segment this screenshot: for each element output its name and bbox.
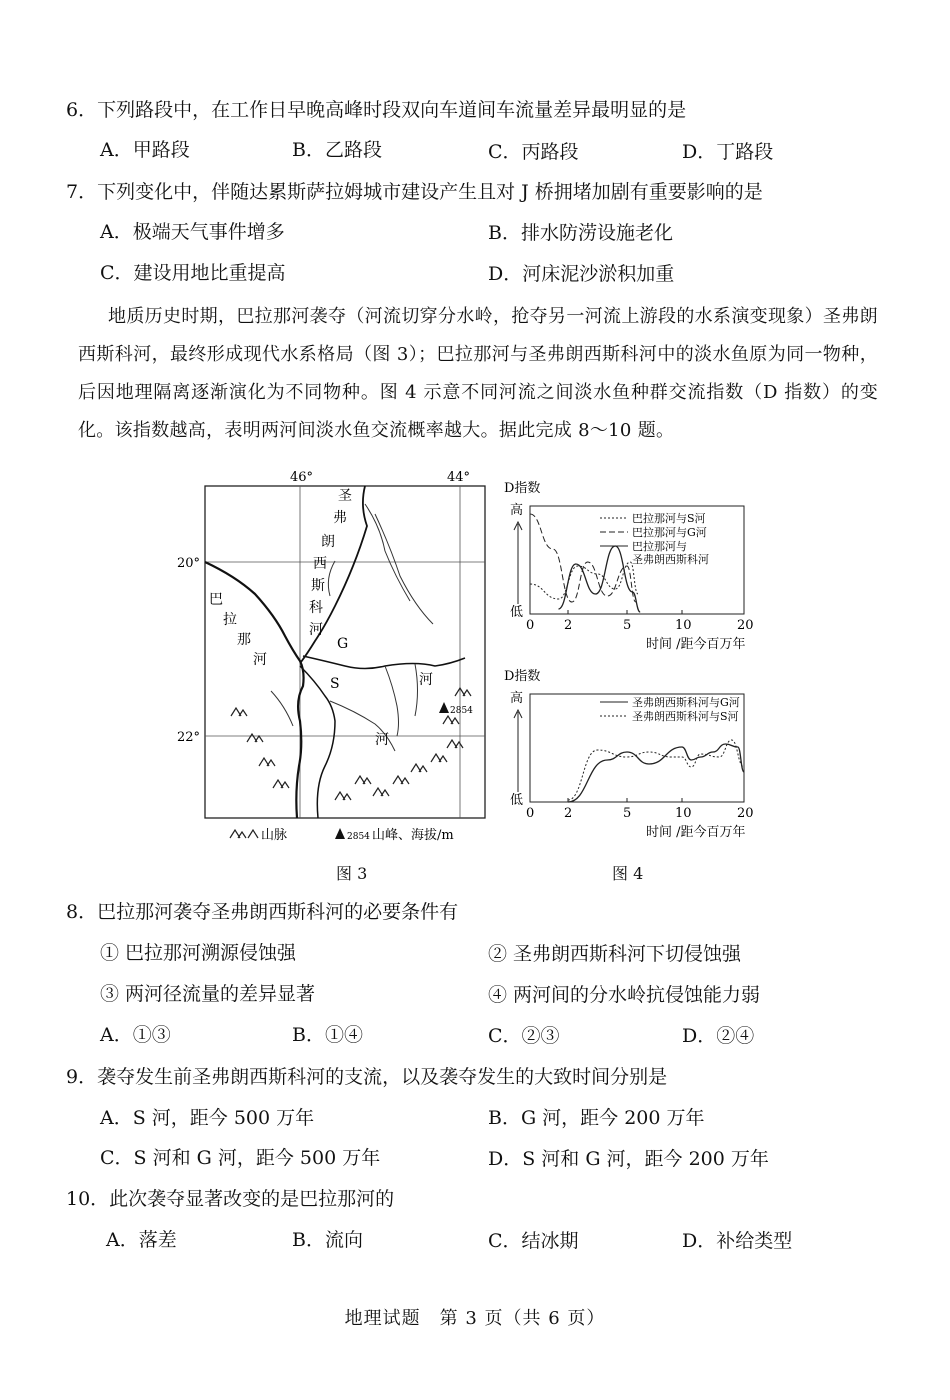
- svg-text:拉: 拉: [223, 612, 237, 628]
- parana-river-label: [209, 592, 267, 668]
- svg-text:那: 那: [237, 632, 251, 648]
- legend-peak-elevation: 2854: [347, 832, 370, 842]
- q8-option-a: A．①③: [100, 1024, 171, 1046]
- mountain-range-icons: [231, 688, 471, 800]
- q9-option-c: C．S 河和 G 河，距今 500 万年: [100, 1147, 381, 1169]
- legend-label: 圣弗朗西斯科河与S河: [632, 710, 739, 723]
- lon-label-46: 46°: [290, 470, 314, 485]
- x-tick-label: 5: [623, 618, 632, 633]
- figure-3-map: [175, 466, 495, 846]
- legend-label: 巴拉那河与: [632, 540, 687, 553]
- q8-item-1: ① 巴拉那河溯源侵蚀强: [100, 942, 297, 964]
- y-axis-high: 高: [510, 691, 524, 706]
- g-tributary-2: [415, 664, 418, 716]
- figure-4-caption: 图 4: [612, 864, 644, 883]
- q9-option-d: D．S 河和 G 河，距今 200 万年: [488, 1148, 769, 1170]
- x-tick-label: 20: [737, 618, 754, 633]
- legend-label: 圣弗朗西斯科河与G河: [632, 696, 740, 709]
- lat-label-22: 22°: [177, 730, 201, 745]
- g-river: [303, 656, 465, 669]
- q8-option-c: C．②③: [488, 1025, 560, 1047]
- q10-option-c: C．结冰期: [488, 1230, 579, 1252]
- series-line: [530, 514, 636, 602]
- legend-peak-label: 山峰、海拔/m: [372, 828, 454, 843]
- y-axis-high: 高: [510, 503, 524, 518]
- x-tick-label: 5: [623, 806, 632, 821]
- parana-tributary: [271, 691, 293, 726]
- q9-option-b: B．G 河，距今 200 万年: [488, 1107, 705, 1129]
- legend-peak-icon: [335, 828, 345, 839]
- q8-item-3: ③ 两河径流量的差异显著: [100, 983, 316, 1005]
- q8-stem: 8．巴拉那河袭夺圣弗朗西斯科河的必要条件有: [66, 901, 459, 923]
- x-tick-label: 0: [526, 618, 535, 633]
- y-axis-low: 低: [510, 605, 524, 620]
- g-river-label: G: [337, 636, 349, 652]
- x-axis-label: 时间 /距今百万年: [646, 637, 746, 652]
- legend-mountain-label: 山脉: [261, 828, 288, 843]
- sf-tributary-1: [365, 504, 410, 601]
- passage-text: 地质历史时期，巴拉那河袭夺（河流切穿分水岭，抢夺另一河流上游段的水系演变现象）圣弗朗西斯科河，最终形成现代水系格局（图 3）；巴拉那河与圣弗朗西斯科河中的淡水鱼原为同一物种，后因地理隔离逐渐演化为不同物种。图 4 示意不同河流之间淡水鱼种群交流指数（D 指数）的变化。该指数越高，表明两河间淡水鱼交流概率越大。据此完成 8～10 题。: [78, 306, 878, 441]
- legend-label: 巴拉那河与G河: [632, 526, 707, 539]
- svg-text:西: 西: [313, 556, 327, 572]
- lon-label-44: 44°: [447, 470, 471, 485]
- figure-3-caption: 图 3: [336, 864, 368, 883]
- peak-icon: [439, 702, 449, 713]
- x-tick-label: 0: [526, 806, 535, 821]
- q7-option-a: A．极端天气事件增多: [100, 221, 285, 243]
- svg-text:弗: 弗: [333, 510, 347, 526]
- legend-label: 巴拉那河与S河: [632, 512, 706, 525]
- y-axis-label: D指数: [504, 481, 541, 496]
- q8-item-2: ② 圣弗朗西斯科河下切侵蚀强: [488, 943, 742, 965]
- svg-text:圣: 圣: [338, 488, 352, 504]
- q10-option-d: D．补给类型: [682, 1230, 793, 1252]
- sf-tributary-2: [375, 514, 433, 624]
- svg-text:斯: 斯: [311, 578, 325, 594]
- q7-stem: 7．下列变化中，伴随达累斯萨拉姆城市建设产生且对 J 桥拥堵加剧有重要影响的是: [66, 181, 763, 203]
- q8-option-b: B．①④: [292, 1024, 363, 1046]
- svg-text:巴: 巴: [209, 592, 223, 608]
- x-tick-label: 10: [675, 618, 692, 633]
- x-tick-label: 2: [564, 806, 573, 821]
- s-river-label: S: [330, 676, 340, 692]
- figure-4-chart-bottom: [500, 664, 780, 844]
- figure-4-chart-top: [500, 476, 780, 656]
- lat-label-20: 20°: [177, 556, 201, 571]
- q7-option-c: C．建设用地比重提高: [100, 262, 286, 284]
- x-tick-label: 20: [737, 806, 754, 821]
- q9-option-a: A．S 河，距今 500 万年: [100, 1107, 315, 1129]
- y-axis-low: 低: [510, 793, 524, 808]
- svg-text:朗: 朗: [321, 534, 335, 550]
- series-line: [530, 562, 638, 599]
- q10-stem: 10．此次袭夺显著改变的是巴拉那河的: [66, 1188, 395, 1210]
- x-tick-label: 10: [675, 806, 692, 821]
- q8-item-4: ④ 两河间的分水岭抗侵蚀能力弱: [488, 984, 761, 1006]
- svg-text:河: 河: [253, 652, 267, 668]
- q6-option-a: A．甲路段: [100, 139, 190, 161]
- q6-stem: 6．下列路段中，在工作日早晚高峰时段双向车道间车流量差异最明显的是: [66, 99, 687, 121]
- q6-option-b: B．乙路段: [292, 139, 382, 161]
- q10-option-b: B．流向: [292, 1229, 363, 1251]
- peak-elevation: 2854: [450, 706, 473, 716]
- q7-option-b: B．排水防涝设施老化: [488, 222, 673, 244]
- q9-stem: 9．袭夺发生前圣弗朗西斯科河的支流，以及袭夺发生的大致时间分别是: [66, 1066, 668, 1088]
- reading-passage: [78, 298, 878, 450]
- g-river-he-label: 河: [419, 672, 433, 688]
- legend-label: 圣弗朗西斯科河: [632, 553, 709, 566]
- s-river-he-label: 河: [375, 732, 389, 748]
- q6-option-d: D．丁路段: [682, 141, 774, 163]
- g-tributary-1: [385, 666, 399, 736]
- q7-option-d: D．河床泥沙淤积加重: [488, 263, 675, 285]
- q8-option-d: D．②④: [682, 1025, 755, 1047]
- sf-tributary-3: [328, 561, 335, 596]
- svg-text:科: 科: [309, 600, 323, 616]
- q10-option-a: A．落差: [106, 1229, 177, 1251]
- legend-mountain-icon: [230, 830, 258, 838]
- y-axis-label: D指数: [504, 669, 541, 684]
- x-tick-label: 2: [564, 618, 573, 633]
- q6-option-c: C．丙路段: [488, 141, 579, 163]
- page-footer: 地理试题 第 3 页（共 6 页）: [344, 1308, 606, 1329]
- svg-text:河: 河: [309, 622, 323, 638]
- x-axis-label: 时间 /距今百万年: [646, 825, 746, 840]
